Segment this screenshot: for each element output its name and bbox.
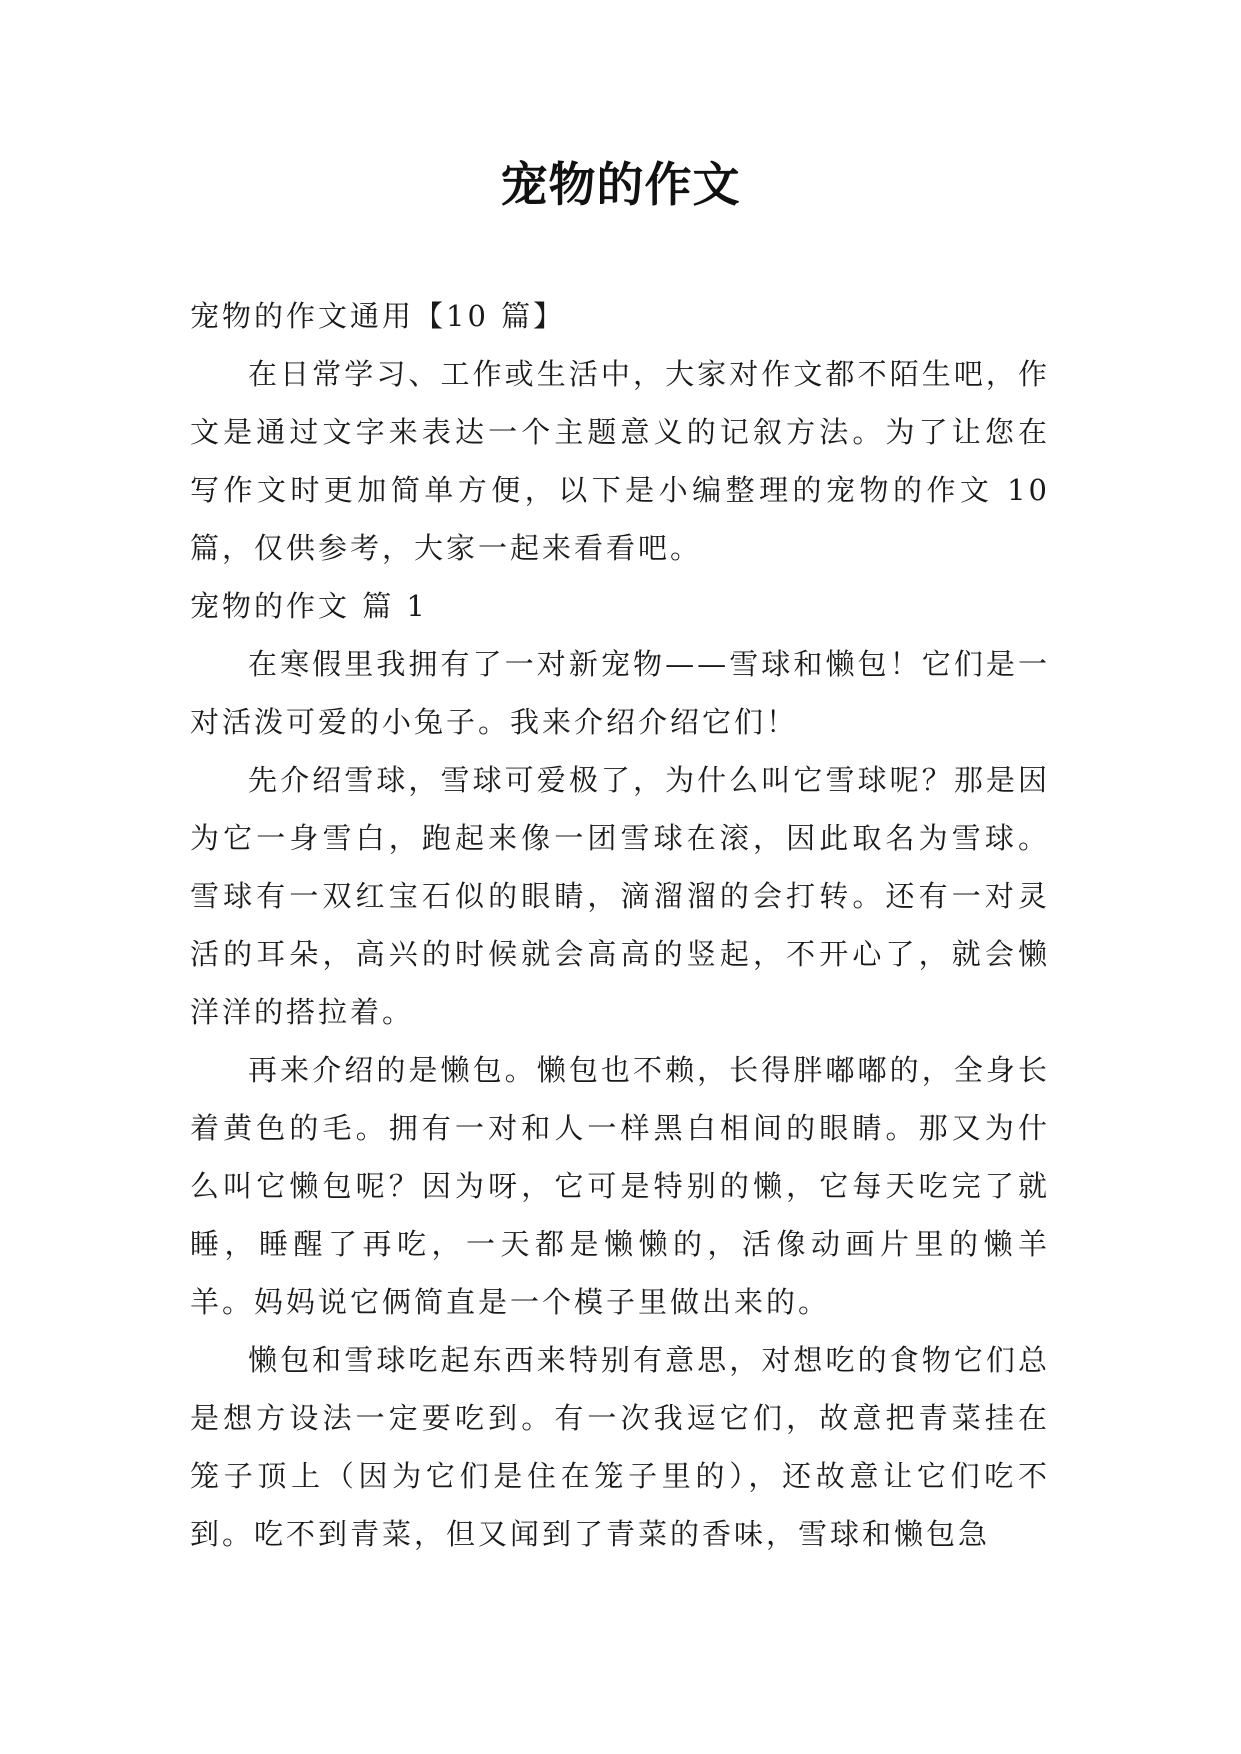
body-paragraph: 在寒假里我拥有了一对新宠物——雪球和懒包！它们是一对活泼可爱的小兔子。我来介绍介绍它们！ — [190, 647, 1050, 739]
document-body — [190, 287, 1050, 1563]
section-heading: 宠物的作文 篇 1 — [190, 589, 428, 623]
document-title: 宠物的作文 — [500, 158, 741, 213]
body-paragraph: 懒包和雪球吃起东西来特别有意思，对想吃的食物它们总是想方设法一定要吃到。有一次我逗它们，故意把青菜挂在笼子顶上（因为它们是住在笼子里的），还故意让它们吃不到。吃不到青菜，但又闻到了青菜的香味，雪球和懒包急 — [190, 1343, 1050, 1551]
body-paragraph: 先介绍雪球，雪球可爱极了，为什么叫它雪球呢？那是因为它一身雪白，跑起来像一团雪球在滚，因此取名为雪球。雪球有一双红宝石似的眼睛，滴溜溜的会打转。还有一对灵活的耳朵，高兴的时候就会高高的竖起，不开心了，就会懒洋洋的搭拉着。 — [190, 763, 1050, 1029]
intro-paragraph: 在日常学习、工作或生活中，大家对作文都不陌生吧，作文是通过文字来表达一个主题意义的记叙方法。为了让您在写作文时更加简单方便，以下是小编整理的宠物的作文 10 篇，仅供参考，大家一起来看看吧。 — [190, 357, 1050, 565]
body-paragraph: 再来介绍的是懒包。懒包也不赖，长得胖嘟嘟的，全身长着黄色的毛。拥有一对和人一样黑白相间的眼睛。那又为什么叫它懒包呢？因为呀，它可是特别的懒，它每天吃完了就睡，睡醒了再吃，一天都是懒懒的，活像动画片里的懒羊羊。妈妈说它俩简直是一个模子里做出来的。 — [190, 1053, 1050, 1319]
document-subtitle: 宠物的作文通用【10 篇】 — [190, 299, 566, 333]
